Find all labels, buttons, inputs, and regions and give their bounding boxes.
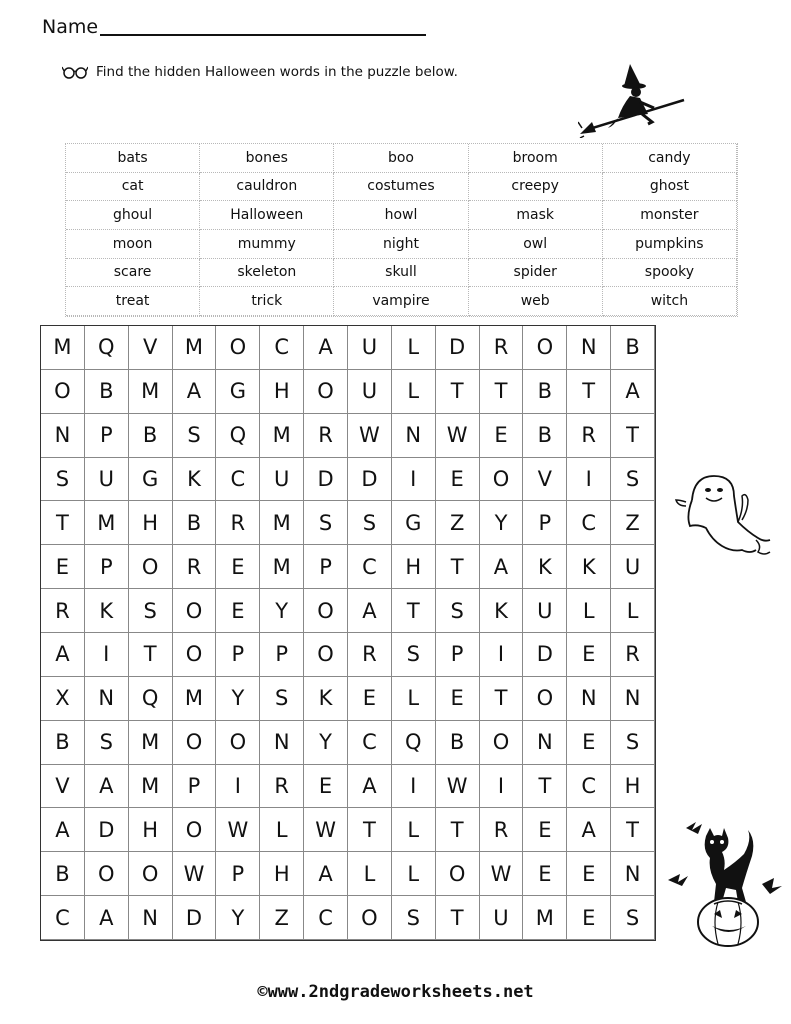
puzzle-letter[interactable]: S: [85, 721, 129, 765]
puzzle-letter[interactable]: A: [85, 896, 129, 940]
puzzle-letter[interactable]: A: [304, 852, 348, 896]
puzzle-letter[interactable]: E: [41, 545, 85, 589]
puzzle-letter[interactable]: X: [41, 677, 85, 721]
puzzle-letter[interactable]: D: [85, 808, 129, 852]
puzzle-letter[interactable]: S: [260, 677, 304, 721]
puzzle-letter[interactable]: Y: [480, 501, 524, 545]
word-bank-item: moon: [66, 230, 200, 259]
puzzle-letter[interactable]: Q: [85, 326, 129, 370]
word-bank-item: howl: [334, 201, 468, 230]
puzzle-letter[interactable]: H: [260, 852, 304, 896]
puzzle-letter[interactable]: L: [392, 852, 436, 896]
puzzle-letter[interactable]: O: [173, 721, 217, 765]
word-bank: [65, 143, 738, 317]
puzzle-letter[interactable]: M: [173, 677, 217, 721]
puzzle-letter[interactable]: A: [611, 370, 655, 414]
puzzle-letter[interactable]: O: [304, 633, 348, 677]
puzzle-letter[interactable]: H: [129, 808, 173, 852]
puzzle-letter[interactable]: R: [173, 545, 217, 589]
puzzle-letter[interactable]: M: [129, 370, 173, 414]
puzzle-letter[interactable]: A: [567, 808, 611, 852]
puzzle-letter[interactable]: Y: [260, 589, 304, 633]
puzzle-letter[interactable]: K: [173, 458, 217, 502]
word-bank-item: boo: [334, 144, 468, 173]
puzzle-letter[interactable]: S: [129, 589, 173, 633]
puzzle-letter[interactable]: C: [216, 458, 260, 502]
puzzle-letter[interactable]: H: [611, 765, 655, 809]
puzzle-letter[interactable]: E: [523, 808, 567, 852]
puzzle-letter[interactable]: W: [436, 414, 480, 458]
puzzle-letter[interactable]: B: [173, 501, 217, 545]
puzzle-letter[interactable]: W: [480, 852, 524, 896]
puzzle-letter[interactable]: D: [348, 458, 392, 502]
word-bank-item: night: [334, 230, 468, 259]
puzzle-letter[interactable]: S: [611, 896, 655, 940]
puzzle-letter[interactable]: S: [611, 721, 655, 765]
puzzle-letter[interactable]: B: [611, 326, 655, 370]
puzzle-letter[interactable]: O: [173, 808, 217, 852]
puzzle-letter[interactable]: C: [567, 765, 611, 809]
puzzle-letter[interactable]: R: [304, 414, 348, 458]
puzzle-letter[interactable]: V: [129, 326, 173, 370]
puzzle-letter[interactable]: E: [216, 545, 260, 589]
puzzle-letter[interactable]: K: [523, 545, 567, 589]
puzzle-letter[interactable]: N: [129, 896, 173, 940]
puzzle-letter[interactable]: L: [392, 370, 436, 414]
puzzle-letter[interactable]: U: [260, 458, 304, 502]
word-bank-item: spooky: [603, 259, 737, 288]
word-bank-item: cat: [66, 173, 200, 202]
puzzle-letter[interactable]: S: [392, 633, 436, 677]
puzzle-letter[interactable]: U: [611, 545, 655, 589]
puzzle-letter[interactable]: A: [41, 808, 85, 852]
puzzle-letter[interactable]: W: [304, 808, 348, 852]
puzzle-letter[interactable]: L: [392, 326, 436, 370]
puzzle-letter[interactable]: K: [480, 589, 524, 633]
cat-on-pumpkin-illustration: [666, 818, 784, 950]
puzzle-letter[interactable]: B: [41, 852, 85, 896]
puzzle-letter[interactable]: T: [41, 501, 85, 545]
puzzle-letter[interactable]: N: [85, 677, 129, 721]
puzzle-letter[interactable]: O: [480, 458, 524, 502]
puzzle-letter[interactable]: R: [260, 765, 304, 809]
puzzle-letter[interactable]: E: [567, 633, 611, 677]
puzzle-letter[interactable]: M: [260, 545, 304, 589]
footer-copyright: ©www.2ndgradeworksheets.net: [257, 982, 534, 1002]
puzzle-letter[interactable]: E: [436, 458, 480, 502]
puzzle-letter[interactable]: V: [523, 458, 567, 502]
puzzle-letter[interactable]: M: [41, 326, 85, 370]
puzzle-letter[interactable]: O: [173, 589, 217, 633]
word-bank-item: skull: [334, 259, 468, 288]
puzzle-letter[interactable]: W: [348, 414, 392, 458]
puzzle-letter[interactable]: Y: [216, 896, 260, 940]
puzzle-letter[interactable]: M: [129, 765, 173, 809]
puzzle-letter[interactable]: P: [216, 633, 260, 677]
puzzle-letter[interactable]: E: [436, 677, 480, 721]
puzzle-letter[interactable]: L: [611, 589, 655, 633]
puzzle-letter[interactable]: K: [304, 677, 348, 721]
word-bank-item: broom: [469, 144, 603, 173]
puzzle-letter[interactable]: O: [216, 721, 260, 765]
puzzle-letter[interactable]: A: [348, 765, 392, 809]
puzzle-letter[interactable]: L: [392, 677, 436, 721]
puzzle-letter[interactable]: V: [41, 765, 85, 809]
word-bank-item: witch: [603, 287, 737, 316]
puzzle-letter[interactable]: D: [523, 633, 567, 677]
puzzle-letter[interactable]: T: [611, 808, 655, 852]
puzzle-letter[interactable]: Q: [129, 677, 173, 721]
puzzle-letter[interactable]: E: [216, 589, 260, 633]
puzzle-letter[interactable]: A: [304, 326, 348, 370]
instructions: [62, 64, 458, 80]
word-bank-item: scare: [66, 259, 200, 288]
puzzle-letter[interactable]: L: [348, 852, 392, 896]
puzzle-letter[interactable]: H: [260, 370, 304, 414]
puzzle-letter[interactable]: W: [436, 765, 480, 809]
puzzle-letter[interactable]: D: [436, 326, 480, 370]
puzzle-letter[interactable]: R: [216, 501, 260, 545]
puzzle-letter[interactable]: G: [392, 501, 436, 545]
puzzle-letter[interactable]: T: [567, 370, 611, 414]
puzzle-letter[interactable]: K: [85, 589, 129, 633]
word-bank-item: web: [469, 287, 603, 316]
puzzle-letter[interactable]: P: [216, 852, 260, 896]
puzzle-letter[interactable]: O: [348, 896, 392, 940]
puzzle-letter[interactable]: L: [260, 808, 304, 852]
puzzle-letter[interactable]: A: [85, 765, 129, 809]
puzzle-letter[interactable]: C: [348, 545, 392, 589]
puzzle-letter[interactable]: M: [173, 326, 217, 370]
word-bank-item: skeleton: [200, 259, 334, 288]
puzzle-letter[interactable]: O: [216, 326, 260, 370]
puzzle-letter[interactable]: O: [480, 721, 524, 765]
puzzle-letter[interactable]: O: [523, 677, 567, 721]
witch-illustration: [578, 62, 686, 138]
puzzle-letter[interactable]: L: [392, 808, 436, 852]
word-bank-item: Halloween: [200, 201, 334, 230]
word-bank-item: treat: [66, 287, 200, 316]
puzzle-letter[interactable]: S: [348, 501, 392, 545]
puzzle-letter[interactable]: C: [567, 501, 611, 545]
puzzle-letter[interactable]: I: [392, 765, 436, 809]
puzzle-letter[interactable]: P: [173, 765, 217, 809]
puzzle-letter[interactable]: Q: [392, 721, 436, 765]
ghost-illustration: [672, 470, 776, 566]
word-search-grid: [40, 325, 656, 941]
puzzle-letter[interactable]: O: [304, 370, 348, 414]
puzzle-letter[interactable]: T: [436, 370, 480, 414]
puzzle-letter[interactable]: P: [436, 633, 480, 677]
word-bank-item: owl: [469, 230, 603, 259]
puzzle-letter[interactable]: H: [392, 545, 436, 589]
puzzle-letter[interactable]: T: [436, 896, 480, 940]
puzzle-letter[interactable]: N: [41, 414, 85, 458]
puzzle-letter[interactable]: T: [480, 677, 524, 721]
puzzle-letter[interactable]: E: [567, 852, 611, 896]
word-bank-item: bats: [66, 144, 200, 173]
puzzle-letter[interactable]: A: [348, 589, 392, 633]
puzzle-letter[interactable]: Z: [436, 501, 480, 545]
puzzle-letter[interactable]: M: [523, 896, 567, 940]
puzzle-letter[interactable]: T: [129, 633, 173, 677]
puzzle-letter[interactable]: O: [436, 852, 480, 896]
puzzle-letter[interactable]: E: [567, 721, 611, 765]
puzzle-letter[interactable]: U: [523, 589, 567, 633]
puzzle-letter[interactable]: R: [611, 633, 655, 677]
word-bank-item: monster: [603, 201, 737, 230]
puzzle-letter[interactable]: R: [41, 589, 85, 633]
puzzle-letter[interactable]: N: [611, 677, 655, 721]
puzzle-letter[interactable]: S: [173, 414, 217, 458]
puzzle-letter[interactable]: T: [348, 808, 392, 852]
puzzle-letter[interactable]: M: [129, 721, 173, 765]
name-field: [42, 16, 426, 38]
puzzle-letter[interactable]: H: [129, 501, 173, 545]
puzzle-letter[interactable]: N: [392, 414, 436, 458]
puzzle-letter[interactable]: A: [480, 545, 524, 589]
puzzle-letter[interactable]: O: [129, 545, 173, 589]
puzzle-letter[interactable]: D: [173, 896, 217, 940]
puzzle-letter[interactable]: A: [41, 633, 85, 677]
puzzle-letter[interactable]: P: [523, 501, 567, 545]
puzzle-letter[interactable]: R: [480, 326, 524, 370]
word-bank-item: vampire: [334, 287, 468, 316]
puzzle-letter[interactable]: I: [480, 765, 524, 809]
name-label: Name: [42, 16, 99, 38]
puzzle-letter[interactable]: P: [260, 633, 304, 677]
name-line[interactable]: [100, 34, 426, 36]
puzzle-letter[interactable]: P: [85, 414, 129, 458]
word-bank-item: cauldron: [200, 173, 334, 202]
puzzle-letter[interactable]: I: [480, 633, 524, 677]
puzzle-letter[interactable]: B: [129, 414, 173, 458]
puzzle-letter[interactable]: R: [348, 633, 392, 677]
puzzle-letter[interactable]: T: [480, 370, 524, 414]
puzzle-letter[interactable]: I: [567, 458, 611, 502]
puzzle-letter[interactable]: U: [480, 896, 524, 940]
puzzle-letter[interactable]: S: [304, 501, 348, 545]
puzzle-letter[interactable]: T: [392, 589, 436, 633]
puzzle-letter[interactable]: Z: [260, 896, 304, 940]
puzzle-letter[interactable]: W: [216, 808, 260, 852]
puzzle-letter[interactable]: U: [85, 458, 129, 502]
instructions-text: Find the hidden Halloween words in the puzzle below.: [96, 64, 458, 80]
word-bank-item: ghost: [603, 173, 737, 202]
puzzle-letter[interactable]: R: [480, 808, 524, 852]
puzzle-letter[interactable]: M: [260, 414, 304, 458]
puzzle-letter[interactable]: O: [129, 852, 173, 896]
puzzle-letter[interactable]: B: [436, 721, 480, 765]
puzzle-letter[interactable]: C: [304, 896, 348, 940]
puzzle-letter[interactable]: E: [480, 414, 524, 458]
puzzle-letter[interactable]: Y: [304, 721, 348, 765]
word-bank-item: bones: [200, 144, 334, 173]
puzzle-letter[interactable]: R: [567, 414, 611, 458]
puzzle-letter[interactable]: T: [611, 414, 655, 458]
puzzle-letter[interactable]: I: [392, 458, 436, 502]
puzzle-letter[interactable]: O: [304, 589, 348, 633]
puzzle-letter[interactable]: N: [611, 852, 655, 896]
word-bank-item: mask: [469, 201, 603, 230]
puzzle-letter[interactable]: S: [436, 589, 480, 633]
puzzle-letter[interactable]: P: [85, 545, 129, 589]
puzzle-letter[interactable]: W: [173, 852, 217, 896]
puzzle-letter[interactable]: C: [348, 721, 392, 765]
puzzle-letter[interactable]: S: [392, 896, 436, 940]
word-bank-item: mummy: [200, 230, 334, 259]
puzzle-letter[interactable]: N: [567, 677, 611, 721]
puzzle-letter[interactable]: B: [523, 370, 567, 414]
puzzle-letter[interactable]: I: [85, 633, 129, 677]
puzzle-letter[interactable]: D: [304, 458, 348, 502]
puzzle-letter[interactable]: T: [436, 808, 480, 852]
word-bank-item: costumes: [334, 173, 468, 202]
puzzle-letter[interactable]: C: [41, 896, 85, 940]
puzzle-letter[interactable]: N: [260, 721, 304, 765]
puzzle-letter[interactable]: K: [567, 545, 611, 589]
puzzle-letter[interactable]: O: [173, 633, 217, 677]
word-bank-item: ghoul: [66, 201, 200, 230]
word-bank-item: spider: [469, 259, 603, 288]
glasses-icon: [62, 64, 88, 80]
puzzle-letter[interactable]: T: [523, 765, 567, 809]
puzzle-letter[interactable]: B: [85, 370, 129, 414]
puzzle-letter[interactable]: U: [348, 370, 392, 414]
puzzle-letter[interactable]: U: [348, 326, 392, 370]
puzzle-letter[interactable]: G: [216, 370, 260, 414]
word-bank-item: trick: [200, 287, 334, 316]
puzzle-letter[interactable]: S: [611, 458, 655, 502]
puzzle-letter[interactable]: Z: [611, 501, 655, 545]
puzzle-letter[interactable]: N: [567, 326, 611, 370]
puzzle-letter[interactable]: E: [567, 896, 611, 940]
puzzle-letter[interactable]: I: [216, 765, 260, 809]
puzzle-letter[interactable]: T: [436, 545, 480, 589]
word-bank-item: pumpkins: [603, 230, 737, 259]
puzzle-letter[interactable]: L: [567, 589, 611, 633]
puzzle-letter[interactable]: S: [41, 458, 85, 502]
puzzle-letter[interactable]: M: [260, 501, 304, 545]
puzzle-letter[interactable]: O: [85, 852, 129, 896]
puzzle-letter[interactable]: N: [523, 721, 567, 765]
word-bank-item: candy: [603, 144, 737, 173]
puzzle-letter[interactable]: G: [129, 458, 173, 502]
puzzle-letter[interactable]: M: [85, 501, 129, 545]
puzzle-letter[interactable]: A: [173, 370, 217, 414]
puzzle-letter[interactable]: O: [41, 370, 85, 414]
puzzle-letter[interactable]: O: [523, 326, 567, 370]
puzzle-letter[interactable]: C: [260, 326, 304, 370]
puzzle-letter[interactable]: P: [304, 545, 348, 589]
puzzle-letter[interactable]: E: [304, 765, 348, 809]
puzzle-letter[interactable]: E: [523, 852, 567, 896]
puzzle-letter[interactable]: B: [523, 414, 567, 458]
puzzle-letter[interactable]: E: [348, 677, 392, 721]
puzzle-letter[interactable]: B: [41, 721, 85, 765]
puzzle-letter[interactable]: Y: [216, 677, 260, 721]
puzzle-letter[interactable]: Q: [216, 414, 260, 458]
word-bank-item: creepy: [469, 173, 603, 202]
